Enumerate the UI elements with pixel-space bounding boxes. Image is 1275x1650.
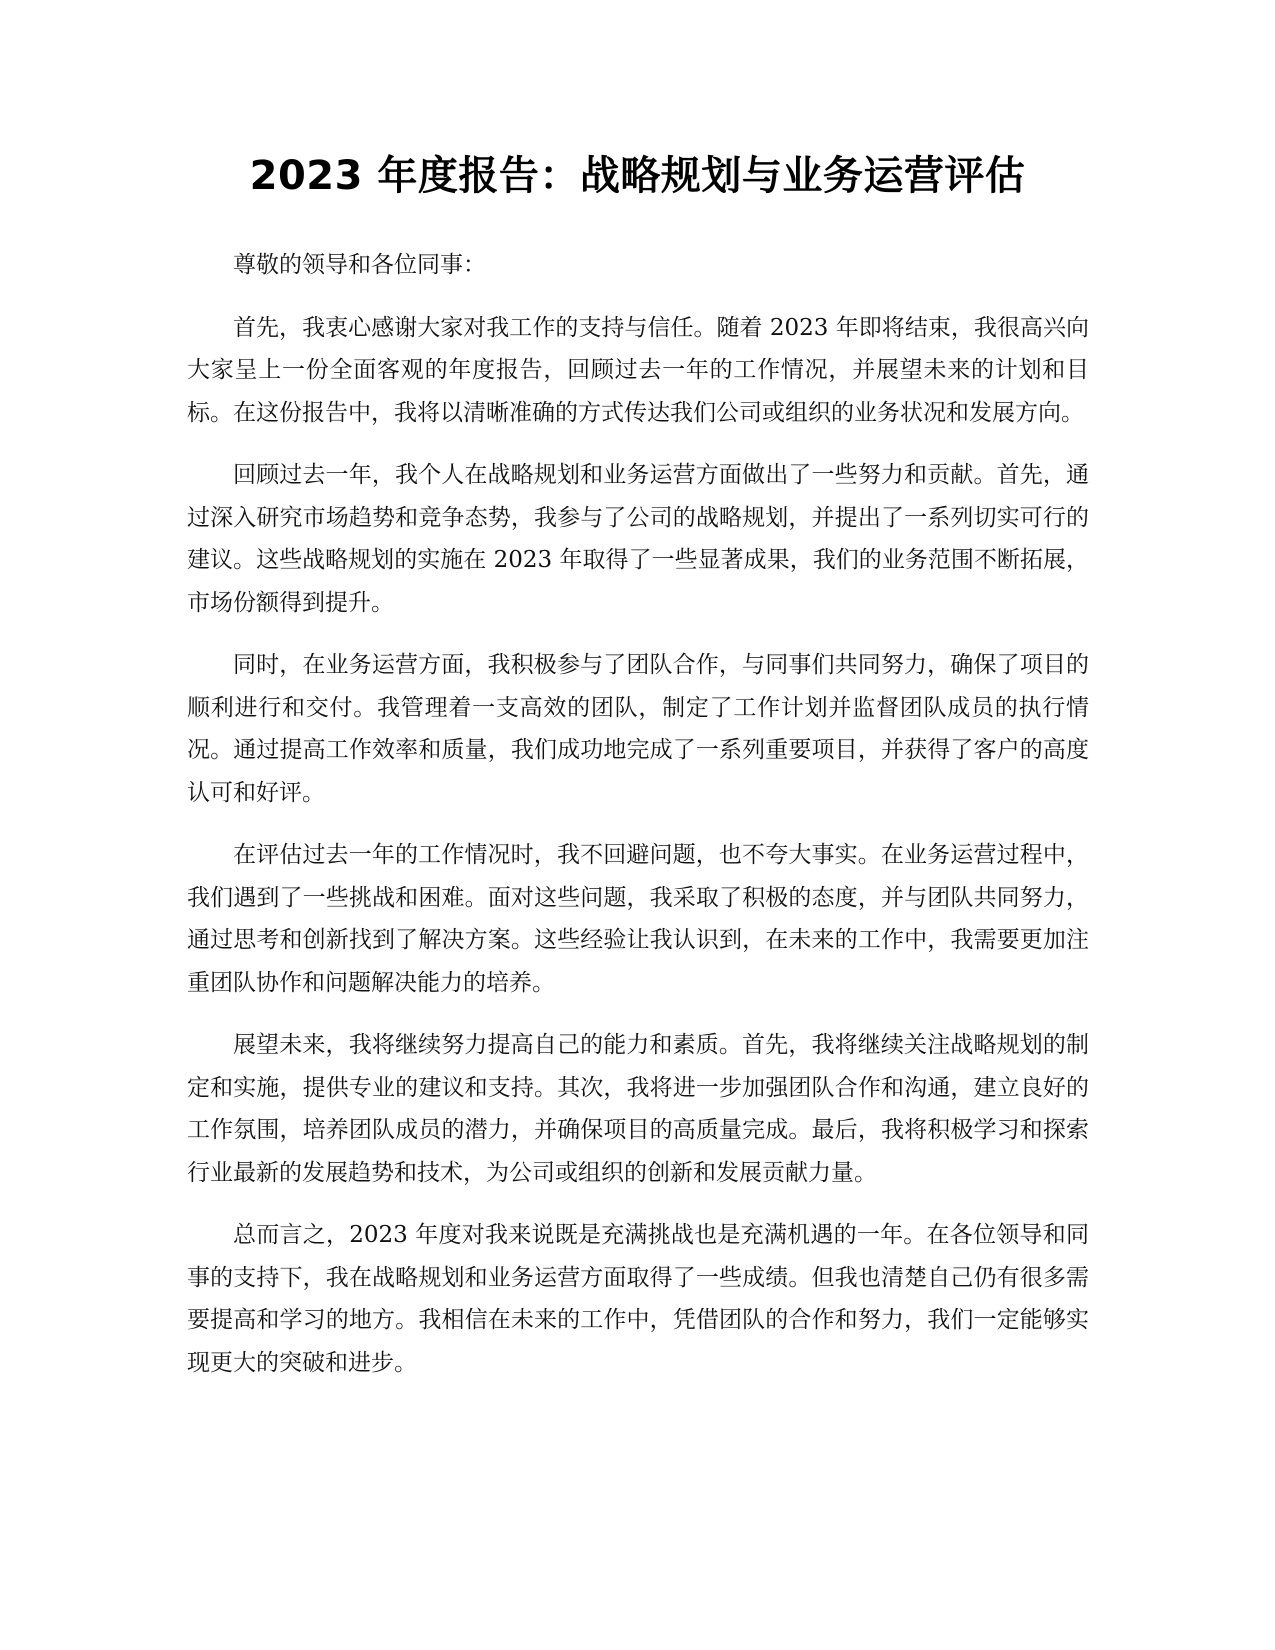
document-title: 2023 年度报告：战略规划与业务运营评估 [249,153,1026,199]
salutation: 尊敬的领导和各位同事： [233,252,486,278]
document-body [187,244,1089,1404]
paragraph-3: 同时，在业务运营方面，我积极参与了团队合作，与同事们共同努力，确保了项目的顺利进行和交付。我管理着一支高效的团队，制定了工作计划并监督团队成员的执行情况。通过提高工作效率和质量，我们成功地完成了一系列重要项目，并获得了客户的高度认可和好评。 [187,652,1089,806]
paragraph-4: 在评估过去一年的工作情况时，我不回避问题，也不夸大事实。在业务运营过程中，我们遇到了一些挑战和困难。面对这些问题，我采取了积极的态度，并与团队共同努力，通过思考和创新找到了解决方案。这些经验让我认识到，在未来的工作中，我需要更加注重团队协作和问题解决能力的培养。 [187,842,1089,996]
paragraph-5: 展望未来，我将继续努力提高自己的能力和素质。首先，我将继续关注战略规划的制定和实施，提供专业的建议和支持。其次，我将进一步加强团队合作和沟通，建立良好的工作氛围，培养团队成员的潜力，并确保项目的高质量完成。最后，我将积极学习和探索行业最新的发展趋势和技术，为公司或组织的创新和发展贡献力量。 [187,1032,1089,1186]
paragraph-6: 总而言之，2023 年度对我来说既是充满挑战也是充满机遇的一年。在各位领导和同事的支持下，我在战略规划和业务运营方面取得了一些成绩。但我也清楚自己仍有很多需要提高和学习的地方。我相信在未来的工作中，凭借团队的合作和努力，我们一定能够实现更大的突破和进步。 [187,1222,1089,1376]
paragraph-1: 首先，我衷心感谢大家对我工作的支持与信任。随着 2023 年即将结束，我很高兴向大家呈上一份全面客观的年度报告，回顾过去一年的工作情况，并展望未来的计划和目标。在这份报告中，我将以清晰准确的方式传达我们公司或组织的业务状况和发展方向。 [187,314,1089,426]
paragraph-2: 回顾过去一年，我个人在战略规划和业务运营方面做出了一些努力和贡献。首先，通过深入研究市场趋势和竞争态势，我参与了公司的战略规划，并提出了一系列切实可行的建议。这些战略规划的实施在 2023 年取得了一些显著成果，我们的业务范围不断拓展，市场份额得到提升。 [187,462,1089,616]
